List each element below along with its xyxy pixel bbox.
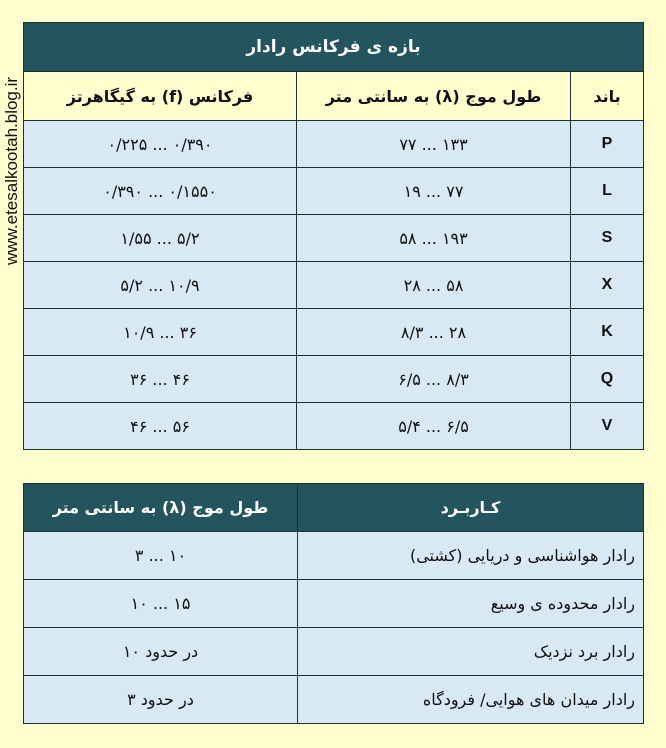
- column-header-band: باند: [571, 72, 644, 121]
- wavelength-cell: ۱۵ ... ۱۰: [24, 580, 298, 628]
- column-header-frequency: فرکانس (f) به گیگاهرتز: [24, 72, 297, 121]
- frequency-cell: ۳۶ ... ۱۰/۹: [24, 309, 297, 356]
- frequency-cell: ۰/۱۵۵۰ ... ۰/۳۹۰: [24, 168, 297, 215]
- band-cell: K: [571, 309, 644, 356]
- band-cell: S: [571, 215, 644, 262]
- column-header-wavelength: طول موج (λ) به سانتی متر: [297, 72, 571, 121]
- wavelength-cell: ۵۸ ... ۲۸: [297, 262, 571, 309]
- wavelength-cell: ۱۰ ... ۳: [24, 532, 298, 580]
- band-cell: P: [571, 121, 644, 168]
- wavelength-cell: ۱۹۳ ... ۵۸: [297, 215, 571, 262]
- application-cell: رادار محدوده ی وسیع: [298, 580, 644, 628]
- table-row: [24, 215, 644, 262]
- radar-frequency-table: [23, 22, 644, 450]
- frequency-cell: ۱۰/۹ ... ۵/۲: [24, 262, 297, 309]
- band-cell: L: [571, 168, 644, 215]
- table-row: [24, 168, 644, 215]
- column-header-wavelength: طول موج (λ) به سانتی متر: [24, 484, 298, 532]
- table-row: [24, 580, 644, 628]
- frequency-cell: ۵۶ ... ۴۶: [24, 403, 297, 450]
- wavelength-cell: ۸/۳ ... ۶/۵: [297, 356, 571, 403]
- table-title: بازه ی فرکانس رادار: [24, 23, 644, 72]
- wavelength-cell: ۶/۵ ... ۵/۴: [297, 403, 571, 450]
- wavelength-cell: ۱۳۳ ... ۷۷: [297, 121, 571, 168]
- column-header-application: کـاربـرد: [298, 484, 644, 532]
- wavelength-cell: در حدود ۱۰: [24, 628, 298, 676]
- application-cell: رادار میدان های هوایی/ فرودگاه: [298, 676, 644, 724]
- table-row: [24, 309, 644, 356]
- application-cell: رادار هواشناسی و دریایی (کشتی): [298, 532, 644, 580]
- watermark-text: www.etesalkootah.blog.ir: [2, 76, 21, 266]
- radar-application-table: [23, 483, 644, 724]
- frequency-cell: ۰/۳۹۰ ... ۰/۲۲۵: [24, 121, 297, 168]
- wavelength-cell: در حدود ۳: [24, 676, 298, 724]
- wavelength-cell: ۲۸ ... ۸/۳: [297, 309, 571, 356]
- table-row: [24, 356, 644, 403]
- table-row: [24, 121, 644, 168]
- band-cell: V: [571, 403, 644, 450]
- table-row: [24, 628, 644, 676]
- band-cell: X: [571, 262, 644, 309]
- wavelength-cell: ۷۷ ... ۱۹: [297, 168, 571, 215]
- table-row: [24, 676, 644, 724]
- table-row: [24, 262, 644, 309]
- band-cell: Q: [571, 356, 644, 403]
- table-row: [24, 532, 644, 580]
- frequency-cell: ۴۶ ... ۳۶: [24, 356, 297, 403]
- frequency-cell: ۵/۲ ... ۱/۵۵: [24, 215, 297, 262]
- application-cell: رادار برد نزدیک: [298, 628, 644, 676]
- table-row: [24, 403, 644, 450]
